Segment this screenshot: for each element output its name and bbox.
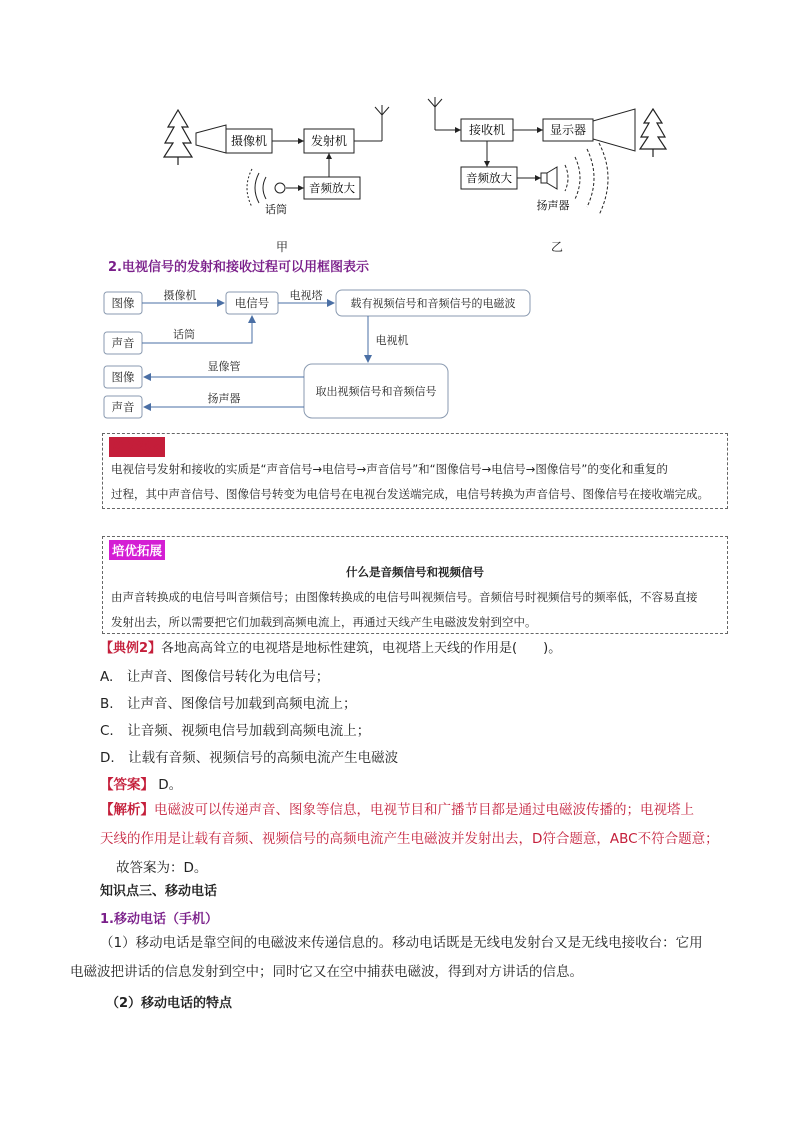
tree-icon [640,109,666,157]
wave-label: 载有视频信号和音频信号的电磁波 [350,297,516,310]
audio-amp-label: 音频放大 [309,181,355,195]
deep-dive-line-2: 过程，其中声音信号、图像信号转变为电信号在电视台发送端完成，电信号转换为声音信号、图像信号在接收端完成。 [111,487,709,501]
receiver-diagram [425,95,675,225]
tv-signal-flowchart [100,282,540,424]
mobile-phone-line-2: 电磁波把讲话的信息发射到空中；同时它又在空中捕获电磁波，得到对方讲话的信息。 [70,964,583,980]
deep-dive-line-1: 电视信号发射和接收的实质是“声音信号→电信号→声音信号”和“图像信号→电信号→图像信号”的变化和重复的 [111,462,668,476]
camera-arrow-label: 摄像机 [163,289,197,302]
analysis-line-1: 电磁波可以传递声音、图象等信息，电视节目和广播节目都是通过电磁波传播的；电视塔上 [154,802,694,818]
figure-b-caption: 乙 [551,240,564,254]
example-question [100,637,561,656]
signal-label: 电信号 [234,296,270,310]
tube-arrow-label: 显像管 [207,360,241,373]
answer-label: 【答案】 [100,777,154,793]
example-label: 【典例2】 [100,641,162,656]
figure-a-caption: 甲 [276,240,289,254]
option-d: D. 让载有音频、视频信号的高频电流产生电磁波 [100,750,399,766]
example-question-text: 各地高高耸立的电视塔是地标性建筑，电视塔上天线的作用是( )。 [161,641,562,656]
lens-cone-icon [196,125,226,153]
speaker-label: 扬声器 [536,199,570,212]
extension-box [102,536,728,634]
display-label: 显示器 [549,123,587,137]
answer-value: D。 [154,777,183,793]
tree-icon [164,110,192,165]
transmitter-diagram [160,95,400,225]
tv-arrow-label: 电视机 [375,334,409,347]
analysis-line-2: 天线的作用是让载有音频、视频信号的高频电流产生电磁波并发射出去，D符合题意，ABC不符合题意； [100,831,719,847]
option-c: C. 让音频、视频电信号加载到高频电流上； [100,723,371,739]
textbook-deep-dive-box [102,433,728,509]
analysis-label: 【解析】 [100,802,154,818]
textbook-deep-dive-tag: 教材深挖 [109,437,165,457]
image-input-label: 图像 [111,296,135,310]
speaker-arrow-label: 扬声器 [207,392,241,405]
extension-line-1: 由声音转换成的电信号叫音频信号；由图像转换成的电信号叫视频信号。音频信号时视频信号的频率低，不容易直接 [111,590,698,604]
mobile-phone-line-1: （1）移动电话是靠空间的电磁波来传递信息的。移动电话既是无线电发射台又是无线电接收台：它用 [100,935,703,951]
extension-title: 什么是音频信号和视频信号 [346,565,484,579]
tower-arrow-label: 电视塔 [289,289,323,302]
answer-line [100,773,182,793]
mic-arrow-label: 话筒 [173,328,195,341]
analysis-paragraph [100,796,740,883]
microphone-icon [247,169,285,207]
audio-amp-label: 音频放大 [466,171,512,185]
mobile-phone-heading: 1.移动电话（手机） [100,912,218,927]
option-a: A. 让声音、图像信号转化为电信号； [100,669,330,685]
transmitter-label: 发射机 [310,134,348,148]
sound-input-label: 声音 [111,336,135,350]
sound-output-label: 声音 [111,400,135,414]
antenna-icon [375,105,389,115]
extension-line-2: 发射出去，所以需要把它们加载到高频电流上，再通过天线产生电磁波发射到空中。 [111,615,537,629]
option-b: B. 让声音、图像信号加载到高频电流上； [100,696,357,712]
knowledge-point-3-title: 知识点三、移动电话 [100,884,218,899]
mic-label: 话筒 [265,203,287,216]
conclusion: 故答案为：D。 [116,860,208,876]
mobile-phone-paragraph [70,929,740,987]
extension-tag: 培优拓展 [109,540,165,560]
camera-label: 摄像机 [230,134,268,148]
mobile-phone-features-heading: （2）移动电话的特点 [106,996,233,1011]
antenna-icon [428,97,442,130]
extract-label: 取出视频信号和音频信号 [315,385,437,398]
image-output-label: 图像 [111,370,135,384]
receiver-label: 接收机 [468,123,506,137]
section-2-title: 2.电视信号的发射和接收过程可以用框图表示 [108,260,369,275]
